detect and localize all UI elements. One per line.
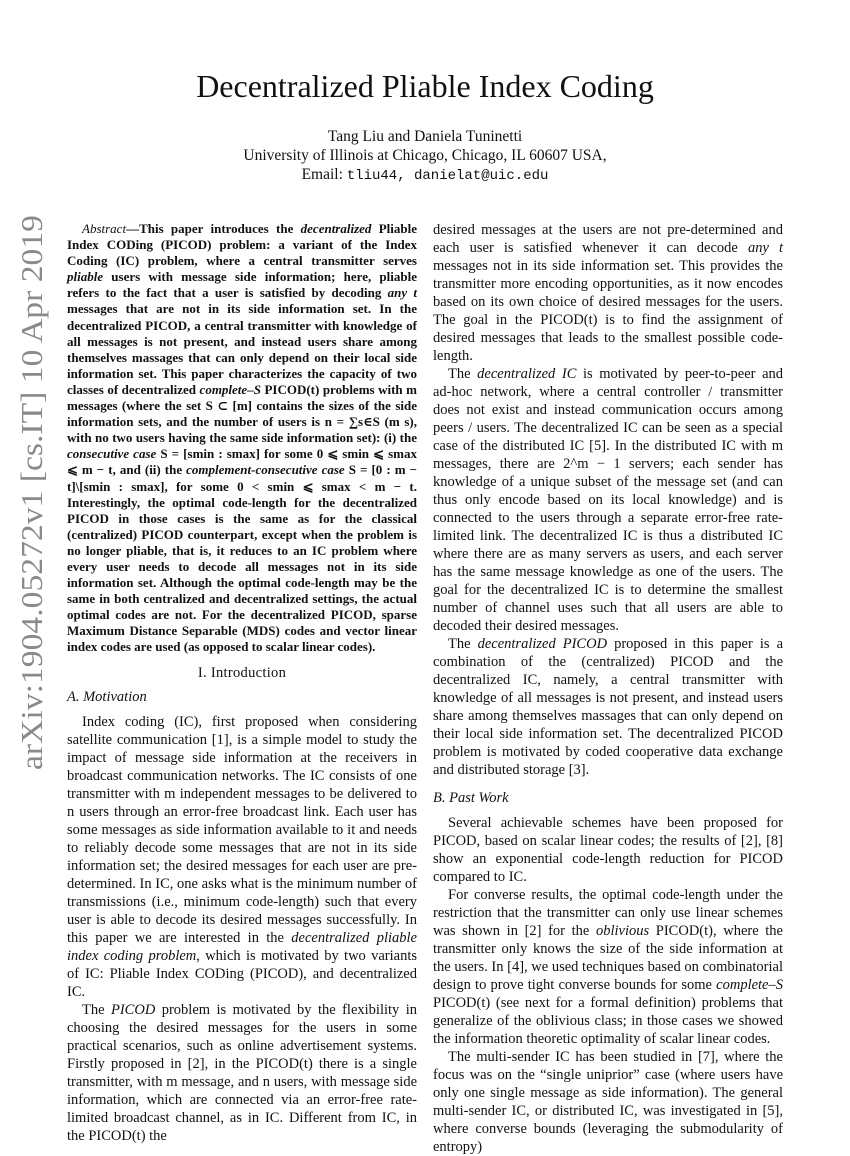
body-paragraph: The decentralized IC is motivated by peer-to-peer and ad-hoc network, where a central controller / transmitter does not exist and instead communication occurs among peers / users. The decentralized IC can be seen as a special case of the distributed IC [5]. In the distributed IC with m messages, there are 2^m − 1 servers; each sender has knowledge of a unique subset of the message set (and can thus only encode based on its local knowledge) and is connected to the users through a separate error-free rate-limited link. The decentralized IC is thus a distributed IC where there are as many servers as users, and each server has the same message knowledge as one of the users. The goal for the decentralized IC is to determine the smallest number of channel uses such that all users are able to decoded their desired messages. [433,366,784,634]
right-column [433,221,783,1156]
abstract-emph: consecutive case [67,446,157,462]
paragraph-text: PICOD(t) (see next for a formal definition) problems that generalize of the oblivious class; in those cases we showed the information theoretic optimality of scalar linear codes. [433,995,783,1047]
email-addresses: tliu44, danielat@uic.edu [346,168,549,184]
paragraph-text: problem is motivated by the flexibility in choosing the desired messages for the users in some practical scenarios, such as online advertisement systems. Firstly proposed in [2], in the PICOD(t) there is a single transmitter, with m message, and n users, with message side information, which are connected via an error-free rate-limited broadcast channel, as in IC. Different from IC, in the PICOD(t) the [67,1001,417,1144]
body-paragraph [433,886,783,1048]
emphasis: complete–S [716,977,783,993]
subsection-heading-past-work: B. Past Work [433,790,509,806]
body-paragraph: Several achievable schemes have been proposed for PICOD, based on scalar linear codes; the results of [2], [8] show an exponential code-length reduction for PICOD compared to IC. [433,815,783,885]
paper-title: Decentralized Pliable Index Coding [196,68,654,104]
emphasis: PICOD [110,1001,156,1018]
emphasis: decentralized PICOD [477,636,608,652]
body-paragraph [67,713,417,1001]
body-paragraph: The decentralized PICOD proposed in this paper is a combination of the (centralized) PICOD and the decentralized IC, namely, a central transmitter with knowledge of all messages is not present, and instead users share among themselves massages that can only depend on their local side information set. The decentralized PICOD problem is motivated by coded cooperative data exchange and distributed storage [3]. [433,636,784,778]
author-names: Tang Liu and Daniela Tuninetti [327,128,523,145]
abstract-text: users with message side information; here, pliable refers to the fact that a user is satisfied by decoding [67,269,417,301]
abstract-label: Abstract [82,221,127,236]
arxiv-stamp [10,210,54,770]
emphasis: any t [747,240,783,256]
paragraph-text: desired messages at the users are not pre-determined and each user is satisfied whenever it can decode [433,222,783,256]
paragraph-text: , which is motivated by two variants of IC: Pliable Index CODing (PICOD), and decentralized IC. [67,947,418,1000]
author-email [0,165,850,186]
body-paragraph [433,221,783,365]
abstract-text: Pliable Index CODing (PICOD) problem: a variant of the Index Coding (IC) problem, where a central transmitter serves [67,221,417,269]
paragraph-text: is motivated by peer-to-peer and ad-hoc network, where a central controller / transmitter does not exist and instead communication occurs among peers / users. The decentralized IC can be seen as a special case of the distributed IC [5]. In the distributed IC with m messages, there are 2^m − 1 servers; each sender has knowledge of a unique subset of the message set (and can thus only encode based on its local knowledge) and is connected to the users through a separate error-free rate-limited link. The decentralized IC is thus a distributed IC where there are as many servers as users, and each server has the same message knowledge as one of the users. The goal for the decentralized IC is to determine the smallest number of channel uses such that all users are able to decoded their desired messages. [433,366,784,634]
emphasis: oblivious [595,923,650,939]
author-block [0,127,850,186]
emphasis: decentralized pliable index coding problem [67,929,417,964]
paragraph-text: proposed in this paper is a combination of the (centralized) PICOD and the decentralized IC, namely, a central transmitter with knowledge of all messages is not present, and instead users share among themselves massages that can only depend on their local side information set. The decentralized PICOD problem is motivated by coded cooperative data exchange and distributed storage [3]. [433,636,784,778]
arxiv-stamp-text: arXiv:1904.05272v1 [cs.IT] 10 Apr 2019 [14,258,49,770]
subsection-heading-motivation: A. Motivation [67,688,147,705]
abstract-emph: complement-consecutive case [186,462,345,478]
abstract-text: S = [0 : m − t]\[smin : smax], for some 0 < smin ⩽ smax < m − t. Interestingly, the optimal code-length for the decentralized PICOD in those cases is the same as for the classical (centralized) PICOD counterpart, except when the problem is no longer pliable, that is, it reduces to an IC problem where every user needs to decode all messages not in its side information set. Although the optimal code-length may be the same in both centralized and decentralized settings, the actual optimal codes are not. For the decentralized PICOD, sparse Maximum Distance Separable (MDS) codes and vector linear index codes are used (as opposed to scalar linear codes). [67,462,417,655]
abstract-text: S = [smin : smax] for some 0 ⩽ smin ⩽ smax ⩽ m − t, and (ii) the [67,446,417,478]
paragraph-text: messages not in its side information set. This provides the transmitter more encoding opportunities, as it now encodes based on its own choice of desired messages for the users. The goal in the PICOD(t) is to find the assignment of desired messages that leads to the smallest possible code-length. [433,258,783,364]
abstract-emph: complete–S [199,381,261,397]
abstract-emph: pliable [67,269,104,285]
abstract-text: —This paper introduces the [126,221,301,236]
emphasis: decentralized IC [477,366,577,382]
paragraph-text: Index coding (IC), first proposed when considering satellite communication [1], is a simple model to study the impact of message side information at the receivers in broadcast communication networks. The IC consists of one transmitter with m independent messages to be delivered to n users through an error-free broadcast link. Each user has some messages as side information available to it and needs to reliably decode some messages that are not in its side information set; the desired messages for each user are pre-determined. In IC, one asks what is the minimum number of transmissions (i.e., minimum code-length) such that every user is able to decode its desired messages successfully. In this paper we are interested in the [67,713,417,946]
abstract-text: messages that are not in its side information set. In the decentralized PICOD, a central transmitter with knowledge of all messages is not present, and instead users share among themselves massages that can only depend on their local side information set. This paper characterizes the capacity of two classes of decentralized [67,301,417,397]
email-label: Email: [301,166,343,183]
abstract-emph: decentralized [300,221,372,236]
paragraph-text: For converse results, the optimal code-length under the restriction that the transmitter can only use linear schemes was shown in [2] for the [433,887,783,939]
section-heading-introduction: I. Introduction [197,664,287,681]
arxiv-stamp-svg [10,210,54,770]
abstract-text: PICOD(t) problems with m messages (where the set S ⊂ [m] contains the sizes of the side information sets, and the number of users is n = ∑s∈S (m s), with no two users having the same side information set): (i) the [67,381,417,446]
paragraph-text: PICOD(t), where the transmitter only knows the size of the side information at the users. In [4], we used techniques based on combinatorial design to prove tight converse bounds for some [433,923,783,993]
body-paragraph: The multi-sender IC has been studied in [7], where the focus was on the “single uniprior” case (where users have only one single message as side information). The general multi-sender IC, or distributed IC, was investigated in [5], where converse bounds (leveraging the submodularity of entropy) [433,1049,783,1155]
abstract [67,221,417,656]
abstract-emph: any t [387,285,417,301]
author-affiliation: University of Illinois at Chicago, Chicago, IL 60607 USA, [243,147,607,164]
left-column [67,221,417,1145]
body-paragraph: The PICOD problem is motivated by the flexibility in choosing the desired messages for the users in some practical scenarios, such as online advertisement systems. Firstly proposed in [2], in the PICOD(t) there is a single transmitter, with m message, and n users, with message side information, which are connected via an error-free rate-limited broadcast channel, as in IC. Different from IC, in the PICOD(t) the [67,1001,417,1144]
